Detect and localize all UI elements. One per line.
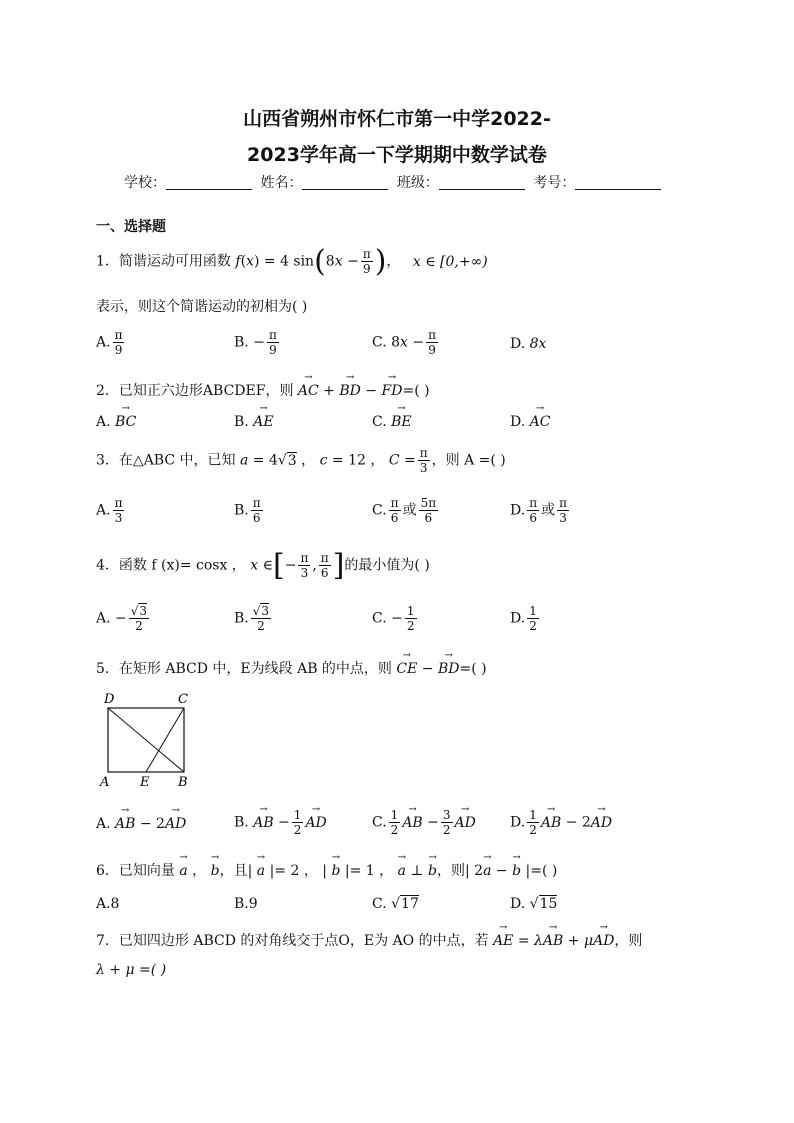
q6-option-d[interactable]: D. √15 (510, 896, 558, 912)
q3-option-d[interactable]: D. $\frac{\pi}{6}$ 或 $\frac{\pi}{3}$ (510, 496, 567, 525)
section-heading: 一、选择题 (96, 219, 166, 235)
q5-option-a[interactable]: A. → AB − 2→ AD (96, 816, 186, 832)
q3-option-c[interactable]: C. $\frac{\pi}{6}$ 或 $\frac{5\pi}{6}$ (372, 496, 437, 525)
exam-title-line2: 2023学年高一下学期期中数学试卷 (247, 144, 547, 166)
q4-option-c[interactable]: C. − $\frac{1}{2}$ (372, 604, 415, 633)
q6-option-c[interactable]: C. √17 (372, 896, 419, 912)
question-5: 5．在矩形 ABCD 中，E为线段 AB 的中点，则 → CE − → BD=( ) (96, 658, 487, 678)
q4-option-a[interactable]: A. − $\frac{√3}{2}$ (96, 604, 148, 633)
q3-option-a[interactable]: A. $\frac{\pi}{3}$ (96, 496, 123, 525)
label-b: B (178, 775, 188, 788)
question-1-line2: 表示，则这个简谐运动的初相为( ) (96, 299, 308, 315)
school-label: 学校： (124, 175, 166, 191)
exam-title-line1: 山西省朔州市怀仁市第一中学2022- (243, 108, 551, 130)
q3-option-b[interactable]: B. $\frac{\pi}{6}$ (234, 496, 261, 525)
question-1: 1．简谐运动可用函数 f(x) = 4 sin(8x − $\frac{\pi}{9}$ )， x ∈ [0,+∞) (96, 244, 488, 279)
name-label: 姓名： (260, 175, 303, 191)
q4-option-d[interactable]: D. $\frac{1}{2}$ (510, 604, 537, 633)
q2-option-c[interactable]: C. → BE (372, 414, 412, 430)
class-label: 班级： (396, 175, 439, 191)
student-info-line (124, 172, 665, 192)
class-blank[interactable] (439, 175, 525, 190)
question-7-line2: λ + μ =( ) (96, 962, 167, 978)
question-6: 6．已知向量 → a ， → b，且| → a |= 2 ， | → b |= 1 ， → a ⊥ → b，则| 2→ a − → b |=( ) (96, 860, 557, 880)
exam-no-blank[interactable] (575, 175, 661, 190)
q6-option-b[interactable]: B.9 (234, 896, 258, 912)
q4-option-b[interactable]: B. $\frac{√3}{2}$ (234, 604, 270, 633)
q1-option-d[interactable]: D. 8x (510, 336, 547, 352)
q5-option-d[interactable]: D. $\frac{1}{2}$ → AB − 2→ AD (510, 808, 612, 837)
label-d: D (104, 692, 115, 707)
q5-option-b[interactable]: B. → AB − $\frac{1}{2}$ → AD (234, 808, 327, 837)
q5-option-c[interactable]: C. $\frac{1}{2}$ → AB − $\frac{3}{2}$ → AD (372, 808, 476, 837)
q1-option-c[interactable]: C. 8x − $\frac{\pi}{9}$ (372, 328, 437, 357)
segment-ce (146, 708, 184, 772)
exam-no-label: 考号： (533, 175, 576, 191)
q2-option-a[interactable]: A. → BC (96, 414, 136, 430)
label-c: C (178, 692, 188, 707)
school-blank[interactable] (166, 175, 252, 190)
label-a: A (100, 775, 110, 788)
q2-option-b[interactable]: B. → AE (234, 414, 274, 430)
question-7: 7．已知四边形 ABCD 的对角线交于点O，E为 AO 的中点，若 → AE = λ→ AB + μ→ AD，则 (96, 930, 642, 950)
name-blank[interactable] (302, 175, 388, 190)
diagonal-db (108, 708, 184, 772)
question-3: 3．在△ABC 中，已知 a = 4√3 ， c = 12 ， C = $\frac{\pi}{3}$ ，则 A =( ) (96, 446, 506, 475)
q1-option-b[interactable]: B. − $\frac{\pi}{9}$ (234, 328, 277, 357)
question-4: 4．函数 f (x)= cosx ， x ∈[− $\frac{\pi}{3}$ , $\frac{\pi}{6}$ ]的最小值为( ) (96, 548, 430, 583)
rectangle-diagram (96, 688, 206, 788)
q1-option-a[interactable]: A. $\frac{\pi}{9}$ (96, 328, 123, 357)
q2-option-d[interactable]: D. → AC (510, 414, 550, 430)
label-e: E (140, 775, 150, 788)
q6-option-a[interactable]: A.8 (96, 896, 120, 912)
question-2: 2．已知正六边形ABCDEF，则 → AC + → BD − → FD=( ) (96, 380, 430, 400)
